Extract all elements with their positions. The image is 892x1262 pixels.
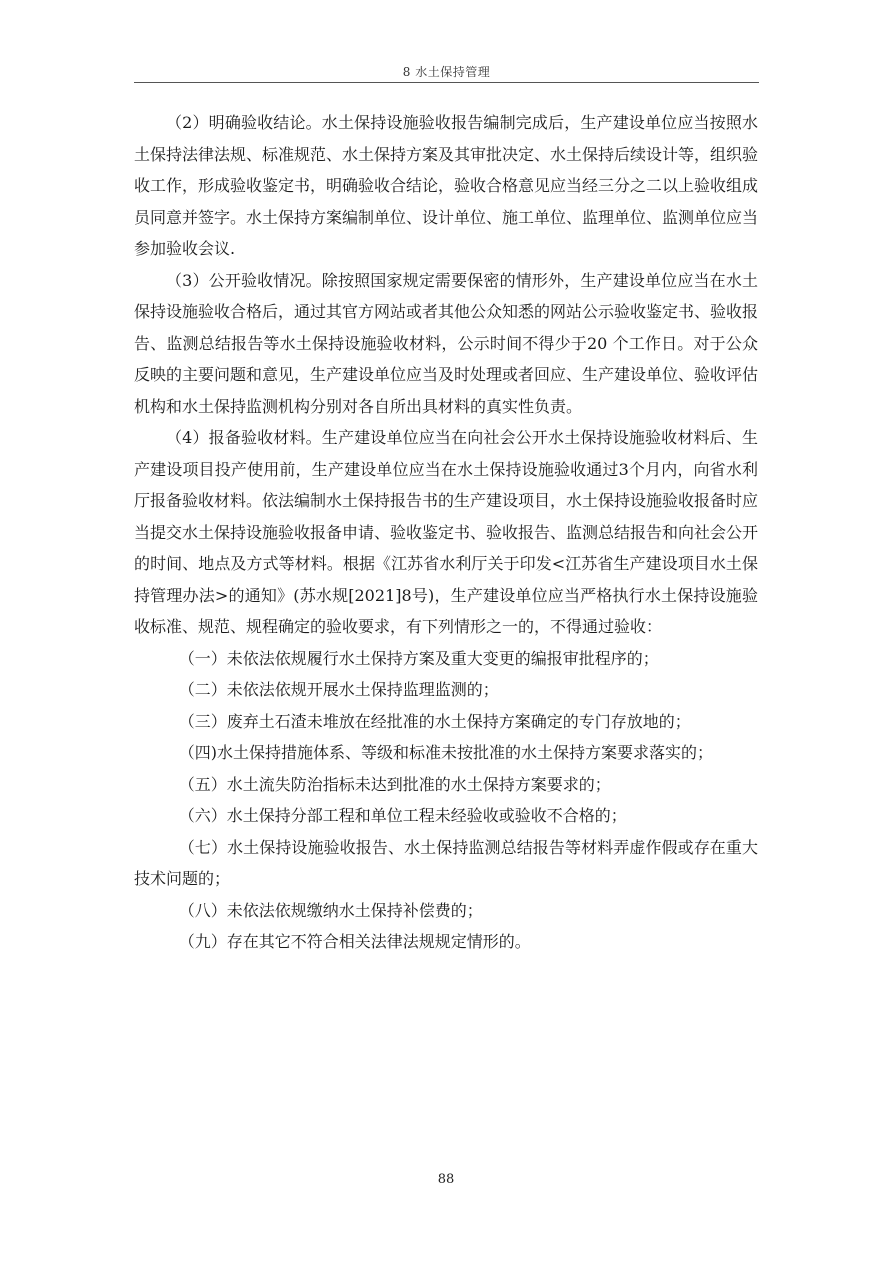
- paragraph-acceptance-conclusion: （2）明确验收结论。水土保持设施验收报告编制完成后，生产建设单位应当按照水土保持法律法规、标准规范、水土保持方案及其审批决定、水土保持后续设计等，组织验收工作，形成验收鉴定书，明确验收合结论，验收合格意见应当经三分之二以上验收组成员同意并签字。水土保持方案编制单位、设计单位、施工单位、监理单位、监测单位应当参加验收会议.: [134, 113, 759, 258]
- paragraph-filing-materials: （4）报备验收材料。生产建设单位应当在向社会公开水土保持设施验收材料后、生产建设项目投产使用前，生产建设单位应当在水土保持设施验收通过3个月内，向省水利厅报备验收材料。依法编制水土保持报告书的生产建设项目，水土保持设施验收报备时应当提交水土保持设施验收报备申请、验收鉴定书、验收报告、监测总结报告和向社会公开的时间、地点及方式等材料。根据《江苏省水利厅关于印发<江苏省生产建设项目水土保持管理办法>的通知》(苏水规[2021]8号)，生产建设单位应当严格执行水土保持设施验收标准、规范、规程确定的验收要求，有下列情形之一的，不得通过验收：: [134, 428, 759, 636]
- page-number: 88: [437, 1172, 455, 1187]
- list-item: （一）未依法依规履行水土保持方案及重大变更的编报审批程序的；: [178, 648, 659, 668]
- list-item: （七）水土保持设施验收报告、水土保持监测总结报告等材料弄虚作假或存在重大技术问题的；: [134, 837, 758, 888]
- list-item: （四)水土保持措施体系、等级和标准未按批准的水土保持方案要求落实的；: [178, 743, 714, 762]
- body-text: [134, 107, 758, 958]
- paragraph-public-disclosure: （3）公开验收情况。除按照国家规定需要保密的情形外，生产建设单位应当在水土保持设施验收合格后，通过其官方网站或者其他公众知悉的网站公示验收鉴定书、验收报告、监测总结报告等水土保持设施验收材料，公示时间不得少于20 个工作日。对于公众反映的主要问题和意见，生产建设单位应当及时处理或者回应、生产建设单位、验收评估机构和水土保持监测机构分别对各自所出具材料的真实性负责。: [134, 270, 759, 416]
- running-header: 8 水土保持管理: [402, 65, 491, 79]
- list-item: （九）存在其它不符合相关法律法规规定情形的。: [178, 932, 531, 951]
- list-item: （六）水土保持分部工程和单位工程未经验收或验收不合格的；: [178, 806, 627, 825]
- list-item: （五）水土流失防治指标未达到批准的水土保持方案要求的；: [178, 774, 611, 794]
- list-item: （二）未依法依规开展水土保持监理监测的；: [178, 680, 499, 699]
- list-item: （八）未依法依规缴纳水土保持补偿费的；: [178, 900, 483, 920]
- header-rule: [134, 82, 759, 83]
- list-item: （三）废弃土石渣未堆放在经批准的水土保持方案确定的专门存放地的；: [178, 711, 691, 731]
